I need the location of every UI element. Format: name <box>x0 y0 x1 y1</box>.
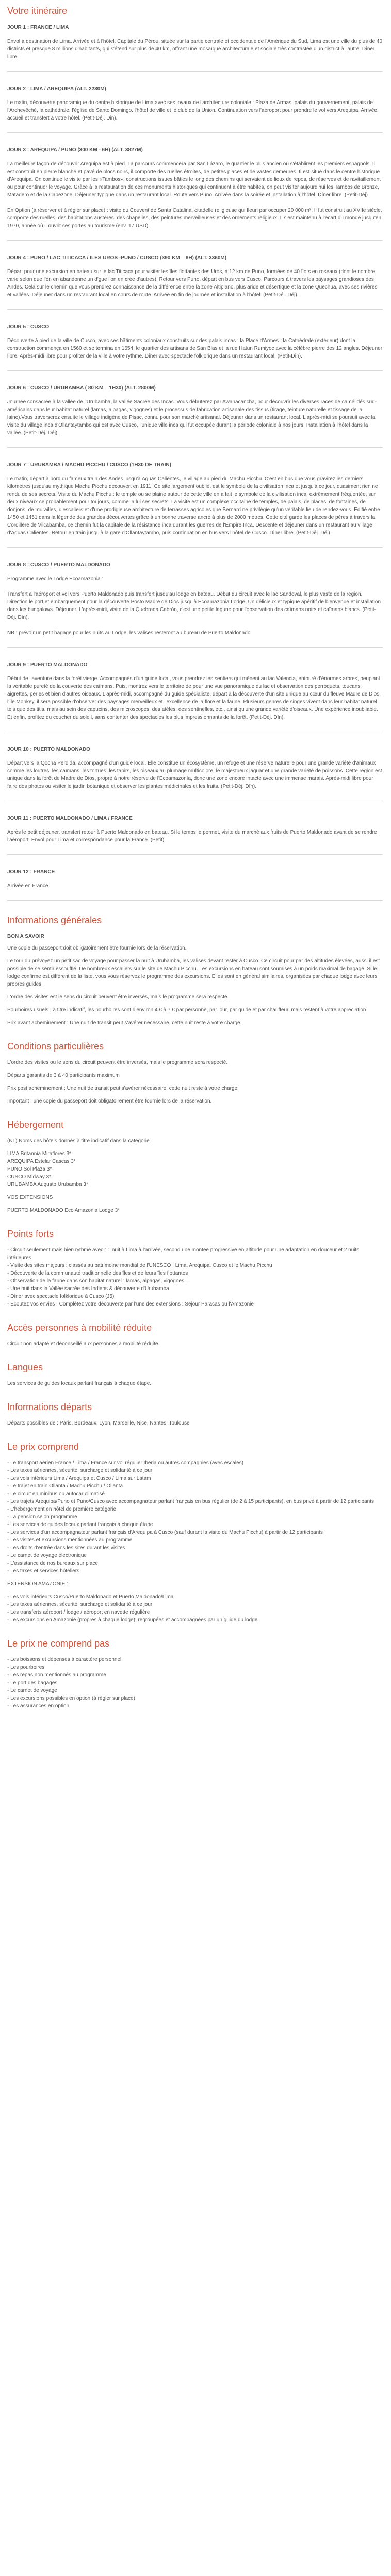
paragraph: L'ordre des visites est le sens du circuit peuvent être inversés, mais le programme sera respecté. <box>7 994 229 1000</box>
departures-text: Départs possibles de : Paris, Bordeaux, Lyon, Marseille, Nice, Nantes, Toulouse <box>7 1420 190 1426</box>
lodging-list <box>7 1150 383 1189</box>
paragraph: L'ordre des visites ou le sens du circuit peuvent être inversés, mais le programme sera respecté. <box>7 1060 228 1065</box>
day-block <box>7 815 383 855</box>
paragraph: Prix post acheminement : Une nuit de transit peut s'avérer nécessaire, cette nuit reste à votre charge. <box>7 1086 239 1091</box>
list-item: - Le port des bagages <box>7 1680 58 1686</box>
list-item: - Les vols intérieurs Cusco/Puerto Maldonado et Puerto Maldonado/Lima <box>7 1594 174 1600</box>
list-item: - Les vols intérieurs Lima / Arequipa et Cusco / Lima sur Latam <box>7 1476 151 1481</box>
accessibility-text: Circuit non adapté et déconseillé aux personnes à mobilité réduite. <box>7 1341 160 1347</box>
paragraph: Une copie du passeport doit obligatoirement être fournie lors de la réservation. <box>7 945 187 951</box>
list-item: - Le carnet de voyage électronique <box>7 1553 87 1558</box>
price-includes-list <box>7 1459 383 1575</box>
day-block <box>7 384 383 448</box>
list-item: - Les visites et excursions mentionnées au programme <box>7 1537 133 1543</box>
general-info-body <box>7 944 383 1027</box>
day-title: JOUR 10 : PUERTO MALDONADO <box>7 747 90 752</box>
day-description: Départ vers la Qocha Perdida, accompagné d'un guide local. Elle constitue un écosystème, un refuge et une réserve naturelle pour une grande variété d'animaux comme les loutres, les caïmans, les tortues, les tapirs, les oiseaux au plumage multicolore, le majestueux jaguar et une grande variété de poissons. Cette région est unique dans la forêt de Madre de Dios, propre à notre réserve de l'Ecoamazonía, donc une zone encore intacte avec une immense marais. Après-midi libre pour faire des photos ou visiter le jardin botanique et observer les plantes médicinales et les fruits. (Petit-Déj. Dîn). <box>7 760 382 789</box>
accessibility-title: Accès personnes à mobilité réduite <box>7 1323 152 1333</box>
price-extension-list <box>7 1593 383 1624</box>
day-description: Après le petit déjeuner, transfert retour à Puerto Maldonado en bateau. Si le temps le permet, visite du marché aux fruits de Puerto Maldonado avant de se rendre l'aéroport. Envol pour Lima et correspondance pour la France. (Petit). <box>7 829 377 843</box>
conditions-body <box>7 1059 383 1105</box>
day-title: JOUR 11 : PUERTO MALDONADO / LIMA / FRANCE <box>7 816 133 821</box>
list-item: LIMA Britannia Miraflores 3* <box>7 1151 71 1157</box>
list-item: - Les taxes et services hôteliers <box>7 1568 80 1574</box>
price-excludes-list <box>7 1656 383 1710</box>
list-item: - Les services d'un accompagnateur parlant français d'Arequipa à Cusco (sauf durant la visite du Machu Picchu) à partir de 12 participants <box>7 1530 323 1535</box>
day-block <box>7 146 383 241</box>
day-title: JOUR 2 : LIMA / AREQUIPA (ALT. 2230M) <box>7 86 106 92</box>
general-info-subtitle: BON A SAVOIR <box>7 934 44 939</box>
list-item: PUNO Sol Plaza 3* <box>7 1166 52 1172</box>
general-info-title: Informations générales <box>7 915 102 925</box>
list-item: - Ecoutez vos envies ! Complétez votre découverte par l'une des extensions : Séjour Paracas ou l'Amazonie <box>7 1301 254 1307</box>
paragraph: Départs garantis de 3 à 40 participants maximum <box>7 1073 120 1078</box>
day-title: JOUR 4 : PUNO / LAC TITICACA / ILES UROS -PUNO / CUSCO (390 KM – 8H) (ALT. 3360M) <box>7 255 227 261</box>
lodging-title: Hébergement <box>7 1120 64 1130</box>
languages-title: Langues <box>7 1362 43 1372</box>
day-description: Journée consacrée à la vallée de l'Urubamba, la vallée Sacrée des Incas. Vous débuterez par Awanacancha, pour découvrir les diverses races de camélidés sud-américains dans leur habitat naturel (lamas, alpagas, vigognes) et le processus de fabrication artisanale des tissus (tirage, teinture naturelle et tissage de la laine).Vous traverserez ensuite le village indigène de Pisac, connu pour son marché artisanal. Déjeuner dans un restaurant local. L'après-midi se poursuit avec la visite du village inca d'Ollantaytambo qui est avec Cusco, l'unique ville inca qui fut occupée durant la période coloniale à nos jours. Installation à l'hôtel dans la vallée. (Petit-Déj. Déj). <box>7 399 377 436</box>
day-title: JOUR 6 : CUSCO / URUBAMBA ( 80 KM – 1H30) (ALT. 2800M) <box>7 385 156 391</box>
day-description: Le matin, départ à bord du fameux train des Andes jusqu'à Aguas Calientes, le village au pied du Machu Picchu. C'est en bus que vous gravirez les derniers kilomètres jusqu'au mythique Machu Picchu découvert en 1911. Ce site largement oublié, est le symbole de la civilisation inca et jusqu'à ce jour, quasiment rien ne rendu de ses secrets. Visite du Machu Picchu : le temple ou se plaine autour de cette ville en a fait le symbole de la civilisation inca, extrêmement fréquentée, sur deux niveaux ce probablement pour toujours, comme la lui ses secrets. La visite est un complexe occitaine de temples, de palais, de places, de fontaines, de donjons, de murailles, d'escaliers et d'une prodigieuse architecture de terrasses agricoles que Bernard ne privilégie qu'un véritable lieu de rendez-vous. Edifié entre 1450 et 1451 dans la légende des grandes découvertes grâce à un bonne traverse ancré à plus de 2000 mètres. Cette cité garde les places de pères à travers la Cordillère de Vilcabamba, ce chemin fut la capitale de la résistance inca durant les guerres de l'Empire Inca. Descente et déjeuner dans un restaurant au village d'Aguas Calientes. Retour en train jusqu'à la gare d'Ollantaytambo, puis continuation en bus vers l'hôtel de Cusco. Dîner libre. (Petit-Déj. Déj). <box>7 476 380 536</box>
list-item: - L'assistance de nos bureaux sur place <box>7 1561 98 1566</box>
day-description: Arrivée en France. <box>7 883 50 889</box>
day-block <box>7 561 383 648</box>
list-item: - Circuit seulement mais bien rythmé avec : 1 nuit à Lima à l'arrivée, second une montée progressive en altitude pour une adaptation en douceur et 2 nuits intérieures <box>7 1247 360 1261</box>
day-description: La meilleure façon de découvrir Arequipa est à pied. La parcours commencera par San Lázaro, le quartier le plus ancien où s'établirent les premiers espagnols. Il est construit en pierre blanche et pavé de blocs noirs, il comporte des ruelles étroites, de petites places et de vastes demeures. Il est situé dans le centre historique d'Arequipa. On continue le visite par les «Tambos», constructions issues bâties le long des chemins qui servaient de lieux de repos, de réserves et de ravitaillement ou pour continuer le voyage. Grâce à la restauration de ces monuments historiques qui continuent à être habités, on peut visiter aujourd'hui les Tambos de Bronze, Matadero et de la Cabezone. Déjeuner typique dans un restaurant local. Route vers Puno. Arrivée dans la soirée et installation à l'hôtel. Dîner libre. (Petit-Déj) En Option (à réserver et à régler sur place) : visite du Couvent de Santa Catalina, citadelle religieuse qui fleuri par occuper 20 000 m². Il fut construit au XVIIe siècle, comporte des ruelles, des habitations austères, des chapelles, des peintures merveilleuses et des ornements religieux. Il s'est maintenu à l'écart du monde jusqu'en 1970, année où il ouvrit ses portes au tourisme (env. 17 USD). <box>7 161 382 229</box>
list-item: - Observation de la faune dans son habitat naturel : lamas, alpagas, vigognes ... <box>7 1278 190 1284</box>
list-item: - Le circuit en minibus ou autocar climatisé <box>7 1491 105 1497</box>
day-title: JOUR 5 : CUSCO <box>7 324 50 330</box>
itinerary-days <box>7 24 383 901</box>
list-item: - Les transferts aéroport / lodge / aéroport en navette régulière <box>7 1609 150 1615</box>
list-item: - Les taxes aériennes, sécurité, surcharge et solidarité à ce jour <box>7 1468 153 1473</box>
day-title: JOUR 7 : URUBAMBA / MACHU PICCHU / CUSCO (1H30 DE TRAIN) <box>7 462 171 468</box>
list-item: - Les boissons et dépenses à caractère personnel <box>7 1657 122 1663</box>
highlights-list <box>7 1246 383 1308</box>
day-block <box>7 661 383 732</box>
divider <box>7 547 383 548</box>
departures-title: Informations départs <box>7 1402 92 1412</box>
languages-text: Les services de guides locaux parlant français à chaque étape. <box>7 1381 152 1386</box>
day-description: Découverte à pied de la ville de Cusco, avec ses bâtiments coloniaux construits sur des palais incas : la Place d'Armes ; la Cathédrale (extérieur) dont la construction commença en 1560 et se termina en 1654, le quartier des artisans de San Blas et la rue Hatun Rumiyoc avec la célèbre pierre des 12 angles. Déjeuner libre. Après-midi libre pour profiter de la ville à votre rythme. Dîner avec spectacle folklorique dans un restaurant local. (Petit-Dîn). <box>7 338 383 359</box>
divider <box>7 309 383 310</box>
day-block <box>7 24 383 72</box>
price-excludes-title: Le prix ne comprend pas <box>7 1638 110 1649</box>
day-description: Début de l'aventure dans la forêt vierge. Accompagnés d'un guide local, vous prendrez les sentiers qui mènent au lac Valencia, entouré d'énormes arbres, peuplant la véritable pureté de la couverte des caïmans. Puis, montrez vers le territoire de pour une vue panoramique du lac et observation des perroquets, toucans, aigrettes, perles et bien d'autres oiseaux. L'après-midi, accompagné du guide spécialiste, départ à la découverte d'un site unique au cœur du fleuve Madre de Dios, l'île Monkey, il sera possible d'observer des paysages merveilleux et l'excellence de la flore et la faune. Plusieurs genres de singes vivent dans leur habitat naturel tels que des titis, mais au sein des capucins, des microscopes, des atèles, des sentinelles, etc., ainsi qu'une grande variété d'oiseaux. Une expérience inoubliable. Et enfin, profitez du coucher du soleil, sans contenter des spectacles les plus impressionnants de la forêt. (Petit-Déj. Dîn). <box>7 676 381 720</box>
list-item: - Visite des sites majeurs : classés au patrimoine mondial de l'UNESCO : Lima, Arequipa, Cusco et le Machu Picchu <box>7 1263 272 1268</box>
day-description: Le matin, découverte panoramique du centre historique de Lima avec ses joyaux de l'architecture coloniale : Plaza de Armas, palais du gouvernement, palais de l'Archevêché, la cathédrale, l'église de Santo Domingo. l'hôtel de ville et le club de la Union. Continuation vers l'aéroport pour prendre le vol vers Arequipa. Arrivée, accueil et transfert à votre hôtel. (Petit-Déj. Din). <box>7 100 379 121</box>
list-item: - Dîner avec spectacle folklorique à Cusco (J5) <box>7 1294 115 1299</box>
paragraph: Prix avant acheminement : Une nuit de transit peut s'avérer nécessaire, cette nuit reste à votre charge. <box>7 1020 242 1026</box>
highlights-title: Points forts <box>7 1229 54 1239</box>
list-item: - Les droits d'entrée dans les sites durant les visites <box>7 1545 125 1551</box>
lodging-intro: (NL) Noms des hôtels donnés à titre indicatif dans la catégorie <box>7 1138 150 1144</box>
list-item: - Le trajet en train Ollanta / Machu Picchu / Ollanta <box>7 1483 123 1489</box>
list-item: - Une nuit dans la Vallée sacrée des Indiens & découverte d'Urubamba <box>7 1286 169 1292</box>
divider <box>7 370 383 371</box>
divider <box>7 71 383 72</box>
day-description: Départ pour une excursion en bateau sur le lac Titicaca pour visiter les îles flottantes des Uros, à 12 km de Puno, formées de 40 îlots en roseaux (dont le nombre varie selon que l'on en abandonne un d'gue l'on en crée d'autres). Retour vers Puno, départ en bus vers Cusco. Parcours à travers les paysages grandioses des Andes. Cela sur le chemin que vous prendrez connaissance de la différence entre la zone Altiplano, plus aride et désertique et la zone Quechua, avec ses rivières et vallées. Déjeuner dans un restaurant local en cours de route. Arrivée en fin de journée et installation à l'hôtel. (Petit-Déj. Déj). <box>7 269 378 298</box>
day-block <box>7 254 383 310</box>
day-title: JOUR 9 : PUERTO MALDONADO <box>7 662 88 668</box>
paragraph: Important : une copie du passeport doit obligatoirement être fournie lors de la réservation. <box>7 1098 212 1104</box>
price-extension-title: EXTENSION AMAZONIE : <box>7 1581 68 1587</box>
list-item: - Les excursions en Amazonie (propres à chaque lodge), regroupées et accompagnées par un guide du lodge <box>7 1617 258 1623</box>
day-block <box>7 323 383 371</box>
list-item: - Le transport aérien France / Lima / France sur vol régulier Iberia ou autres compagnies (avec escales) <box>7 1460 243 1466</box>
list-item: - Le carnet de voyage <box>7 1688 57 1693</box>
day-title: JOUR 3 : AREQUIPA / PUNO (300 KM - 6H) (ALT. 3827M) <box>7 147 143 153</box>
day-title: JOUR 1 : FRANCE / LIMA <box>7 25 69 30</box>
price-includes-title: Le prix comprend <box>7 1442 79 1452</box>
lodging-extension-item: PUERTO MALDONADO Eco Amazonia Lodge 3* <box>7 1208 120 1213</box>
divider <box>7 900 383 901</box>
list-item: CUSCO Midway 3* <box>7 1174 52 1180</box>
list-item: - Les trajets Arequipa/Puno et Puno/Cusco avec accompagnateur parlant français en bus régulier (de 2 à 15 participants), en bus privé à partir de 12 participants <box>7 1499 374 1504</box>
divider <box>7 647 383 648</box>
divider <box>7 240 383 241</box>
paragraph: Le tour du prévoyez un petit sac de voyage pour passer la nuit à Urubamba, les valises devant rester à Cusco. Ce circuit pour par des altitudes élevées, aussi il est possible de se sentir essoufflé. De nombreux escaliers sur le site de Machu Picchu. Les excursions en bateau sont soumises à un poids maximal de bagage. Si le lodge confirme est différent de la liste, vous vous réservez le programme des excursions. Elles sont en général similaires, organisées par chaque lodge avec leurs propres guides. <box>7 958 380 987</box>
list-item: - L'hébergement en hôtel de première catégorie <box>7 1506 116 1512</box>
list-item: - Les excursions possibles en option (à régler sur place) <box>7 1696 135 1701</box>
list-item: - La pension selon programme <box>7 1514 77 1520</box>
paragraph: Pourboires usuels : à titre indicatif, les pourboires sont d'environ 4 € à 7 € par personne, par jour, par guide et par chauffeur, mais restent à votre appréciation. <box>7 1007 368 1013</box>
list-item: - Découverte de la communauté traditionnelle des îles et de leurs îles flottantes <box>7 1270 188 1276</box>
list-item: - Les repas non mentionnés au programme <box>7 1672 106 1678</box>
conditions-title: Conditions particulières <box>7 1041 104 1052</box>
day-block <box>7 461 383 548</box>
divider <box>7 447 383 448</box>
day-title: JOUR 12 : FRANCE <box>7 869 55 875</box>
day-title: JOUR 8 : CUSCO / PUERTO MALDONADO <box>7 562 110 568</box>
list-item: - Les assurances en option <box>7 1703 70 1709</box>
divider <box>7 132 383 133</box>
lodging-extension-title: VOS EXTENSIONS <box>7 1195 53 1200</box>
list-item: - Les taxes aériennes, sécurité, surcharge et solidarité à ce jour <box>7 1602 153 1607</box>
divider <box>7 854 383 855</box>
itinerary-title: Votre itinéraire <box>7 6 68 16</box>
list-item: AREQUIPA Estelar Cascas 3* <box>7 1159 76 1164</box>
day-block <box>7 85 383 133</box>
list-item: URUBAMBA Augusto Urubamba 3* <box>7 1182 88 1188</box>
day-block <box>7 745 383 801</box>
day-block <box>7 868 383 901</box>
list-item: - Les services de guides locaux parlant français à chaque étape <box>7 1522 153 1528</box>
day-description: Envol à destination de Lima. Arrivée et à l'hôtel. Capitale du Pérou, située sur la partie centrale et occidentale de l'Amérique du Sud, Lima est une ville du plus de 40 districts et presque 8 millions d'habitants, qui s'étend sur plus de 40 km, offrant une mosaïque architecturale et sociale très contrastée d'un district à l'autre. Dîner libre. <box>7 39 383 60</box>
day-description: Programme avec le Lodge Ecoamazonia : Transfert à l'aéroport et vol vers Puerto Maldonado puis transfert jusqu'au lodge en bateau. Début du circuit avec le lac Sandoval, le plus vaste de la région. Direction le port et embarquement pour la découverte Posto Madre de Dios jusqu'à Ecoamazonia Lodge. Un délicieux et typique apéritif de bienvenue et installation dans les bungalows. Déjeuner. L'après-midi, visite de la Quebrada Cabrón, c'est une petite lagune pour l'observation des caïmans noirs et caïmans blancs. (Petit-Déj. Dîn). NB : prévoir un petit bagage pour les nuits au Lodge, les valises resteront au bureau de Puerto Maldonado. <box>7 576 381 636</box>
list-item: - Les pourboires <box>7 1665 45 1670</box>
